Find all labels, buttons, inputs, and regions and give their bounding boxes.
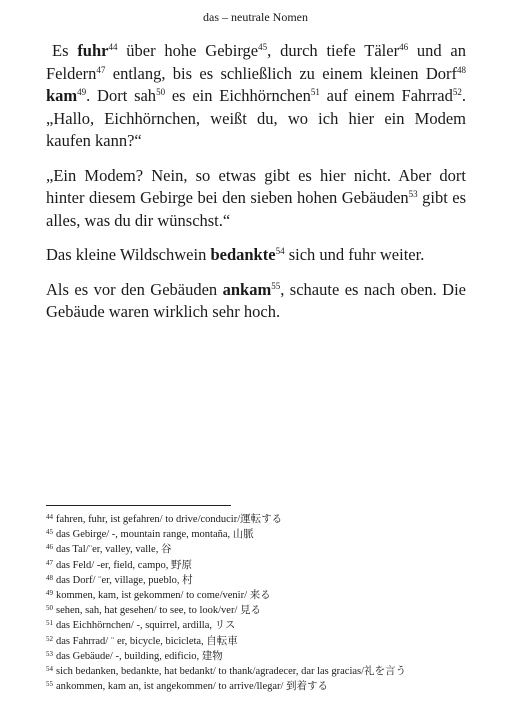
footnote-text: sehen, sah, hat gesehen/ to see, to look/ver/ 見る: [56, 605, 261, 617]
footnote-text: das Eichhörnchen/ -, squirrel, ardilla, リス: [56, 620, 236, 632]
footnote-ref[interactable]: 48: [457, 64, 466, 75]
footnote-number: 51: [46, 619, 53, 628]
footnote: [46, 679, 466, 694]
paragraph-4: [46, 279, 466, 324]
bold-word: fuhr: [77, 41, 109, 60]
text: sich und fuhr weiter.: [284, 245, 425, 264]
footnote-ref[interactable]: 55: [271, 280, 281, 291]
footnote-number: 45: [46, 528, 53, 537]
footnote-text: das Gebäude/ -, building, edificio, 建物: [56, 650, 223, 662]
footnote-number: 53: [46, 649, 53, 658]
footnote-number: 44: [46, 513, 53, 521]
footnote-number: 49: [46, 589, 53, 598]
footnote: [46, 527, 466, 542]
footnote-number: 52: [46, 634, 53, 643]
footnote-number: 47: [46, 558, 53, 567]
footnote-number: 54: [46, 665, 53, 674]
footnote: [46, 603, 466, 618]
footnotes: [46, 512, 466, 694]
footnote: [46, 558, 466, 573]
footnote-text: kommen, kam, ist gekommen/ to come/venir/ 来る: [56, 590, 271, 602]
footnote: [46, 618, 466, 633]
text: . Dort sah: [86, 86, 157, 105]
footnote: [46, 634, 466, 649]
footnote-text: das Feld/ -er, field, campo, 野原: [56, 559, 193, 571]
footnote: [46, 664, 466, 679]
footnote: [46, 573, 466, 588]
footnote-text: das Tal/¨er, valley, valle, 谷: [56, 544, 172, 556]
story-text: [46, 40, 466, 336]
footnote-ref[interactable]: 54: [275, 246, 285, 256]
text: Das kleine Wildschwein: [46, 245, 211, 264]
footnote-number: 55: [46, 680, 53, 689]
footnote-ref[interactable]: 51: [310, 87, 320, 97]
text: „Ein Modem? Nein, so etwas gibt es hier nicht. Aber dort hinter diesem Gebirge bei den sieben hohen Gebäuden: [46, 165, 466, 207]
text: auf einem Fahrrad: [319, 86, 453, 105]
footnote-ref[interactable]: 53: [408, 189, 418, 199]
bold-word: ankam: [222, 279, 272, 299]
text: es ein Eichhörnchen: [165, 86, 311, 105]
text: Es: [52, 41, 78, 60]
text: , durch tiefe Täler: [267, 41, 400, 60]
footnote: [46, 588, 466, 603]
footnote-text: das Dorf/ ¨er, village, pueblo, 村: [56, 574, 193, 586]
bold-word: kam: [46, 86, 78, 105]
text: entlang, bis es schließlich zu einem kleinen Dorf: [105, 63, 457, 83]
footnote-ref[interactable]: 50: [156, 87, 166, 97]
footnote: [46, 649, 466, 664]
paragraph-2: [46, 165, 466, 233]
text: gibt es alles, was du dir wünschst.“: [46, 188, 466, 230]
footnote-divider: [46, 505, 231, 506]
page-header: das – neutrale Nomen: [203, 10, 308, 24]
footnote-text: sich bedanken, bedankte, hat bedankt/ to thank/agradecer, dar las gracias/礼を言う: [56, 666, 407, 678]
footnote-number: 46: [46, 543, 53, 552]
footnote-text: das Fahrrad/ ¨ er, bicycle, bicicleta, 自転車: [56, 635, 238, 647]
footnote-number: 48: [46, 573, 53, 582]
footnote-text: das Gebirge/ -, mountain range, montaña, 山脈: [56, 529, 254, 541]
footnote-text: fahren, fuhr, ist gefahren/ to drive/conducir/運転する: [56, 514, 283, 525]
paragraph-3: [46, 244, 466, 267]
bold-word: bedankte: [210, 245, 276, 264]
text: , schaute es nach oben. Die Gebäude waren wirklich sehr hoch.: [46, 279, 466, 321]
footnote-ref[interactable]: 44: [108, 42, 118, 52]
footnote-ref[interactable]: 49: [77, 87, 87, 97]
footnote-ref[interactable]: 45: [258, 42, 268, 52]
text: und an Feldern: [46, 41, 466, 83]
text: über hohe Gebirge: [117, 41, 259, 60]
text: . „Hallo, Eichhörnchen, weißt du, wo ich hier ein Modem kaufen kann?“: [46, 86, 466, 150]
footnote: [46, 542, 466, 557]
footnote-ref[interactable]: 46: [399, 42, 409, 52]
text: Als es vor den Gebäuden: [46, 279, 223, 299]
footnote-ref[interactable]: 47: [96, 64, 106, 75]
footnote-text: ankommen, kam an, ist angekommen/ to arrive/llegar/ 到着する: [56, 681, 329, 693]
footnote-number: 50: [46, 604, 53, 613]
footnote-ref[interactable]: 52: [452, 87, 462, 97]
footnote: [46, 512, 466, 527]
paragraph-1: [46, 40, 466, 153]
